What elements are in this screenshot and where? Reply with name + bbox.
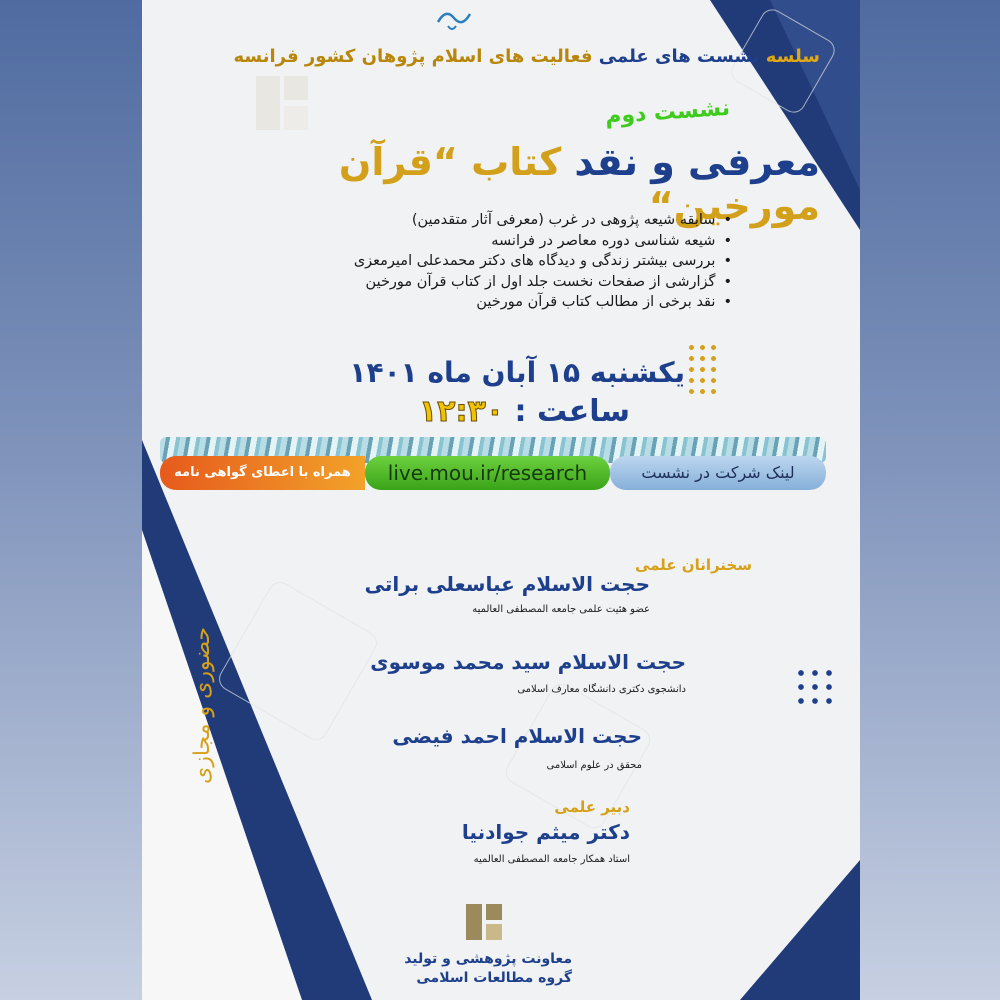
footer-group: گروه مطالعات اسلامی (416, 970, 572, 986)
speaker-2-name: حجت الاسلام سید محمد موسوی (370, 650, 686, 674)
link-bar (160, 456, 826, 490)
calligraphy-logo-icon (434, 4, 474, 32)
topic-item: • گزارشی از صفحات نخست جلد اول از کتاب قرآن مورخین (212, 272, 732, 293)
speaker-1-role: عضو هئیت علمی جامعه المصطفی العالمیه (472, 604, 650, 615)
speakers-heading: سخنرانان علمی (634, 556, 752, 574)
speaker-3-name: حجت الاسلام احمد فیضی (392, 724, 642, 748)
speaker-2-role: دانشجوی دکتری دانشگاه معارف اسلامی (517, 684, 686, 695)
live-url-link[interactable]: live.mou.ir/research (365, 456, 610, 490)
topic-item: • بررسی بیشتر زندگی و دیدگاه های دکتر محمدعلی امیرمعزی (212, 251, 732, 272)
footer-department: معاونت پژوهشی و تولید (404, 951, 572, 967)
secretary-heading: دبیر علمی (554, 798, 630, 816)
session-label: نشست دوم (604, 95, 731, 130)
attendance-mode: حضوری و مجازی (190, 626, 215, 784)
topic-list (212, 210, 732, 313)
series-word-2: نشست های علمی (598, 46, 760, 67)
topic-item: • نقد برخی از مطالب کتاب قرآن مورخین (212, 292, 732, 313)
title-part-2: کتاب “قرآن مورخین“ (338, 140, 820, 228)
certificate-badge: همراه با اعطای گواهی نامه (160, 456, 365, 490)
topic-item: • سابقه شیعه پژوهی در غرب (معرفی آثار متقدمین) (212, 210, 732, 231)
corner-decoration-bottom-right (740, 860, 860, 1000)
series-word-3: فعالیت های اسلام پژوهان کشور فرانسه (233, 46, 593, 67)
time-value: ۱۲:۳۰ (418, 394, 505, 429)
title-part-1: معرفی و نقد (574, 140, 820, 184)
time-label: ساعت : (514, 394, 630, 429)
speaker-3-role: محقق در علوم اسلامی (546, 760, 642, 771)
topic-item: • شیعه شناسی دوره معاصر در فرانسه (212, 231, 732, 252)
event-time (419, 394, 630, 429)
poster (142, 0, 860, 1000)
join-link-label: لینک شرکت در نشست (610, 456, 826, 490)
series-word-1: سلسه (765, 46, 820, 67)
series-heading (220, 46, 820, 67)
watermark-logo-icon (252, 70, 312, 136)
dots-decoration (686, 342, 720, 398)
speaker-1-name: حجت الاسلام عباسعلی براتی (364, 572, 650, 596)
event-date: یکشنبه ۱۵ آبان ماه ۱۴۰۱ (349, 356, 685, 389)
dots-decoration-blue (794, 666, 836, 708)
university-logo-icon (464, 900, 506, 944)
secretary-role: استاد همکار جامعه المصطفی العالمیه (473, 854, 630, 865)
secretary-name: دکتر میثم جوادنیا (461, 820, 630, 844)
